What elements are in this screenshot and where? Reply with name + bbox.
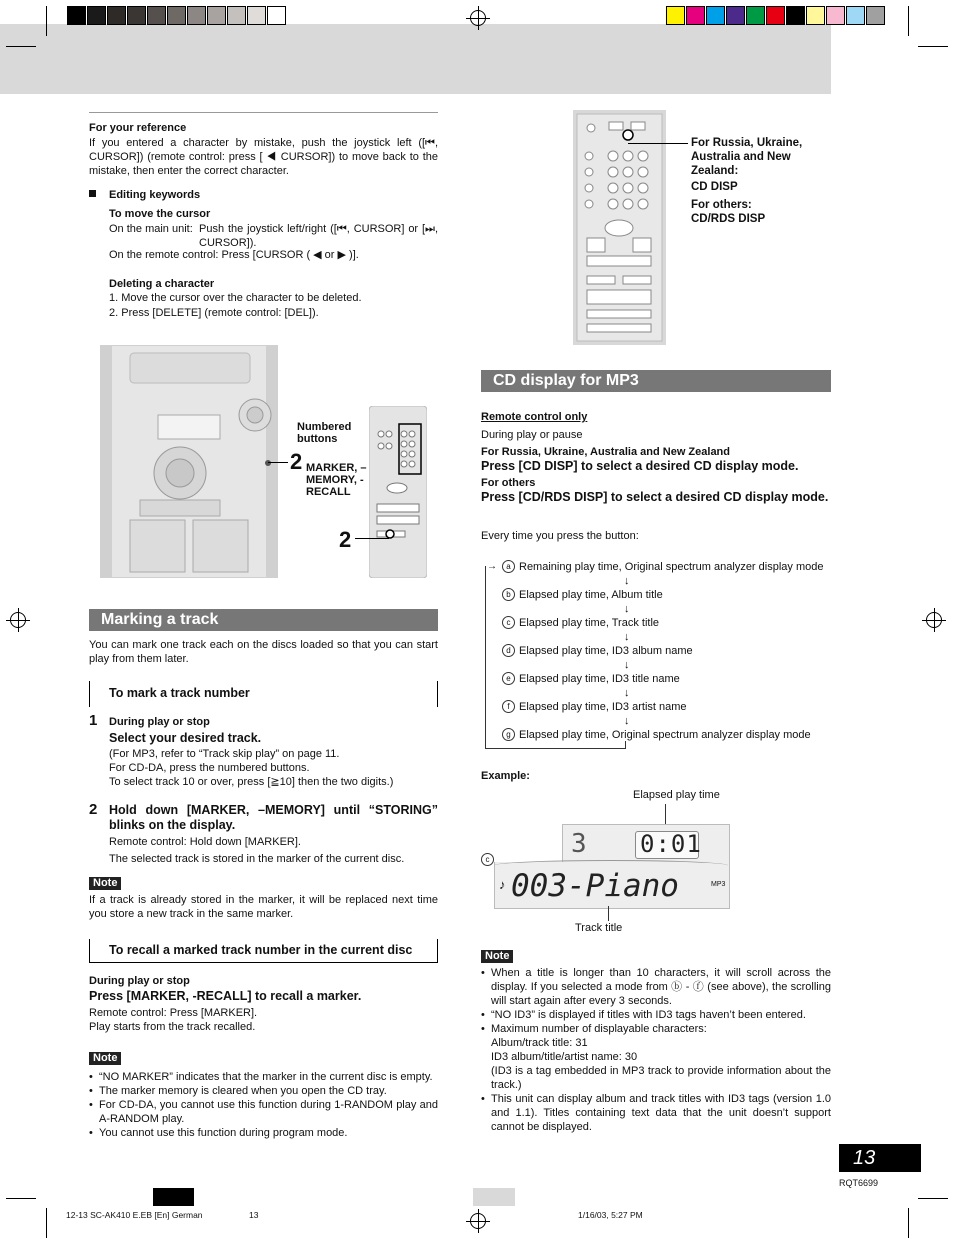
gray-swatch [67, 6, 86, 25]
pointer-line [355, 538, 389, 539]
marking-intro: You can mark one track each on the discs loaded so that you can start play from them later. [89, 639, 438, 665]
display-mode-item [502, 672, 680, 686]
color-swatch [666, 6, 685, 25]
step-number-callout: 2 [290, 449, 303, 474]
main-unit-label: On the main unit: [109, 223, 193, 235]
display-mode-item [502, 560, 823, 574]
step2-line: Remote control: Hold down [MARKER]. [109, 836, 301, 848]
color-swatch [786, 6, 805, 25]
step2-lead: Hold down [MARKER, –MEMORY] until “STORING” blinks on the display. [109, 803, 438, 832]
recall-lead: Press [MARKER, -RECALL] to recall a marker. [89, 989, 362, 1003]
editing-heading: Editing keywords [109, 189, 201, 201]
note-text: If a track is already stored in the marker, it will be replaced next time you store a new track in the same marker. [89, 894, 438, 920]
list-item: • The marker memory is cleared when you open the CD tray. [89, 1084, 438, 1098]
footer-black-block [153, 1188, 194, 1206]
list-item-text: Maximum number of displayable characters: [491, 1023, 707, 1035]
list-item: • When a title is longer than 10 characters, it will scroll across the display. If you selected a mode from ⓑ - ⓕ (see above), the scrolling will start again after every 3 seconds. [481, 966, 831, 1008]
gray-swatch [107, 6, 126, 25]
registration-mark-icon [926, 612, 942, 628]
gray-swatch [267, 6, 286, 25]
down-arrow-icon: ↓ [624, 687, 630, 699]
crop-mark [918, 46, 948, 47]
step1-condition: During play or stop [109, 716, 210, 728]
gray-swatch [207, 6, 226, 25]
recall-heading: To recall a marked track number in the current disc [109, 943, 413, 957]
color-swatch [706, 6, 725, 25]
display-mode-text: Remaining play time, Original spectrum analyzer display mode [519, 561, 824, 573]
doc-code: RQT6699 [839, 1178, 879, 1188]
display-mode-text: Elapsed play time, Original spectrum analyzer display mode [519, 729, 811, 741]
cd-display-section-title: CD display for MP3 [481, 370, 831, 392]
step1-lead: Select your desired track. [109, 731, 262, 745]
step1-line: (For MP3, refer to “Track skip play” on page 11. [109, 748, 340, 760]
gray-swatch [227, 6, 246, 25]
color-swatch [766, 6, 785, 25]
display-mode-item [502, 644, 693, 658]
reference-body: If you entered a character by mistake, push the joystick left ([⏮, CURSOR]) (remote control: press [ ◀ CURSOR]) to move back to the mistake, then enter the correct character. [89, 137, 438, 177]
down-arrow-icon: ↓ [624, 715, 630, 727]
others-lead: Press [CD/RDS DISP] to select a desired CD display mode. [481, 490, 829, 504]
note-badge: Note [481, 950, 513, 963]
gray-swatch [167, 6, 186, 25]
recall-condition: During play or stop [89, 975, 190, 987]
pointer-line [628, 143, 688, 144]
gray-swatch [187, 6, 206, 25]
letter-circle: b [502, 588, 515, 601]
down-arrow-icon: ↓ [624, 575, 630, 587]
remote-control-illustration [573, 110, 666, 345]
letter-circle: a [502, 560, 515, 573]
crop-mark [6, 1198, 36, 1199]
display-mode-text: Elapsed play time, Album title [519, 589, 663, 601]
step-number: 1 [89, 712, 98, 729]
color-swatch [726, 6, 745, 25]
down-arrow-icon: ↓ [624, 603, 630, 615]
letter-circle: c [502, 616, 515, 629]
gray-swatch [247, 6, 266, 25]
crop-mark [918, 1198, 948, 1199]
recall-line: Play starts from the track recalled. [89, 1021, 256, 1033]
file-page: 13 [249, 1210, 259, 1220]
step2-line: The selected track is stored in the marker of the current disc. [109, 853, 405, 865]
square-bullet-icon [89, 190, 96, 197]
step1-line: For CD-DA, press the numbered buttons. [109, 762, 310, 774]
numbered-buttons-label: Numbered buttons [297, 421, 352, 445]
list-item-sub: (ID3 is a tag embedded in MP3 track to provide information about the track.) [491, 1065, 831, 1091]
delete-heading: Deleting a character [109, 278, 215, 290]
delete-step: 1. Move the cursor over the character to be deleted. [109, 292, 362, 304]
pointer-line [268, 462, 288, 463]
marking-section-title: Marking a track [89, 609, 438, 631]
timestamp: 1/16/03, 5:27 PM [578, 1210, 643, 1220]
list-item: • “NO MARKER” indicates that the marker in the current disc is empty. [89, 1070, 438, 1084]
color-swatch [866, 6, 885, 25]
color-swatch [686, 6, 705, 25]
down-arrow-icon: ↓ [624, 631, 630, 643]
display-mode-text: Elapsed play time, ID3 album name [519, 645, 693, 657]
registration-mark-icon [470, 1213, 486, 1229]
list-item: • “NO ID3” is displayed if titles with ID3 tags haven’t been entered. [481, 1008, 831, 1022]
reference-heading: For your reference [89, 122, 187, 134]
others-label: For others: [691, 199, 752, 211]
lcd-display [562, 824, 730, 863]
display-mode-item [502, 700, 687, 714]
lcd-mp3-badge: MP3 [711, 881, 726, 888]
lcd-arc-divider [494, 860, 728, 871]
crop-mark [46, 1208, 47, 1238]
step-number-callout: 2 [339, 527, 352, 552]
crop-mark [908, 6, 909, 36]
step1-line: To select track 10 or over, press [≧10] then the two digits.) [109, 776, 394, 788]
stereo-unit-illustration [100, 345, 278, 578]
loop-tick [625, 741, 626, 749]
list-item [481, 1022, 831, 1092]
mark-track-heading: To mark a track number [109, 686, 250, 700]
page-number-box [839, 1144, 921, 1172]
gray-swatch [87, 6, 106, 25]
display-mode-text: Elapsed play time, ID3 title name [519, 673, 680, 685]
track-title-label: Track title [575, 922, 623, 934]
color-swatch [746, 6, 765, 25]
example-label: Example: [481, 770, 530, 782]
russia-lead: Press [CD DISP] to select a desired CD display mode. [481, 459, 799, 473]
delete-step: 2. Press [DELETE] (remote control: [DEL]). [109, 307, 319, 319]
music-note-icon: ♪ [499, 877, 506, 892]
lcd-track-title: 003-Piano [511, 868, 679, 904]
letter-circle: e [502, 672, 515, 685]
display-mode-item [502, 728, 811, 742]
marker-label: MARKER, –MEMORY, -RECALL [306, 462, 367, 498]
loop-arrow-icon: → [487, 561, 497, 572]
crop-mark [46, 6, 47, 36]
cd-disp-label: CD DISP [691, 181, 738, 193]
color-swatch [826, 6, 845, 25]
list-item: • For CD-DA, you cannot use this function during 1-RANDOM play and A-RANDOM play. [89, 1098, 438, 1126]
every-time-text: Every time you press the button: [481, 530, 639, 542]
letter-circle: d [502, 644, 515, 657]
list-item: • This unit can display album and track titles with ID3 tags (version 1.0 and 1.1). Titles containing text data that the unit doesn’t support cannot be displayed. [481, 1092, 831, 1134]
registration-mark-icon [10, 612, 26, 628]
crop-mark [908, 1208, 909, 1238]
others-heading: For others [481, 477, 536, 489]
cd-rds-disp-label: CD/RDS DISP [691, 213, 766, 225]
display-mode-text: Elapsed play time, ID3 artist name [519, 701, 687, 713]
color-swatch [806, 6, 825, 25]
remote-cursor-text: On the remote control: Press [CURSOR ( ◀ or ▶ )]. [109, 249, 359, 261]
russia-heading: For Russia, Ukraine, Australia and New Zealand [481, 446, 730, 458]
lcd-time: 0:01 [640, 830, 702, 858]
file-info: 12-13 SC-AK410 E.EB [En] German [66, 1210, 203, 1220]
header-band [0, 24, 831, 94]
russia-label: For Russia, Ukraine, Australia and New Zealand: [691, 137, 803, 177]
display-mode-item [502, 588, 663, 602]
color-swatch [846, 6, 865, 25]
remote-only-label: Remote control only [481, 411, 588, 423]
note-badge: Note [89, 877, 121, 890]
gray-swatch [127, 6, 146, 25]
page-number: 13 [853, 1147, 876, 1169]
step-number: 2 [89, 801, 98, 818]
mp3-notes-list [481, 966, 831, 1134]
down-arrow-icon: ↓ [624, 659, 630, 671]
move-cursor-heading: To move the cursor [109, 208, 211, 220]
letter-circle: c [481, 853, 494, 866]
display-mode-item [502, 616, 659, 630]
recall-line: Remote control: Press [MARKER]. [89, 1007, 258, 1019]
marker-notes-list [89, 1070, 438, 1140]
note-badge: Note [89, 1052, 121, 1065]
list-item-sub: ID3 album/title/artist name: 30 [491, 1051, 638, 1063]
main-unit-text: Push the joystick left/right ([⏮, CURSOR] or [⏭, CURSOR]). [199, 223, 438, 249]
divider [89, 112, 438, 113]
gray-swatch [147, 6, 166, 25]
display-mode-text: Elapsed play time, Track title [519, 617, 660, 629]
letter-circle: f [502, 700, 515, 713]
list-item-sub: Album/track title: 31 [491, 1037, 588, 1049]
letter-circle: g [502, 728, 515, 741]
crop-mark [6, 46, 36, 47]
footer-gray-block [473, 1188, 515, 1206]
list-item: • You cannot use this function during program mode. [89, 1126, 438, 1140]
elapsed-time-label: Elapsed play time [633, 789, 720, 801]
lcd-disc-number: 3 [571, 829, 587, 859]
registration-mark-icon [470, 10, 486, 26]
cd-condition: During play or pause [481, 429, 583, 441]
remote-control-illustration [369, 406, 427, 578]
pointer-line [608, 906, 609, 921]
